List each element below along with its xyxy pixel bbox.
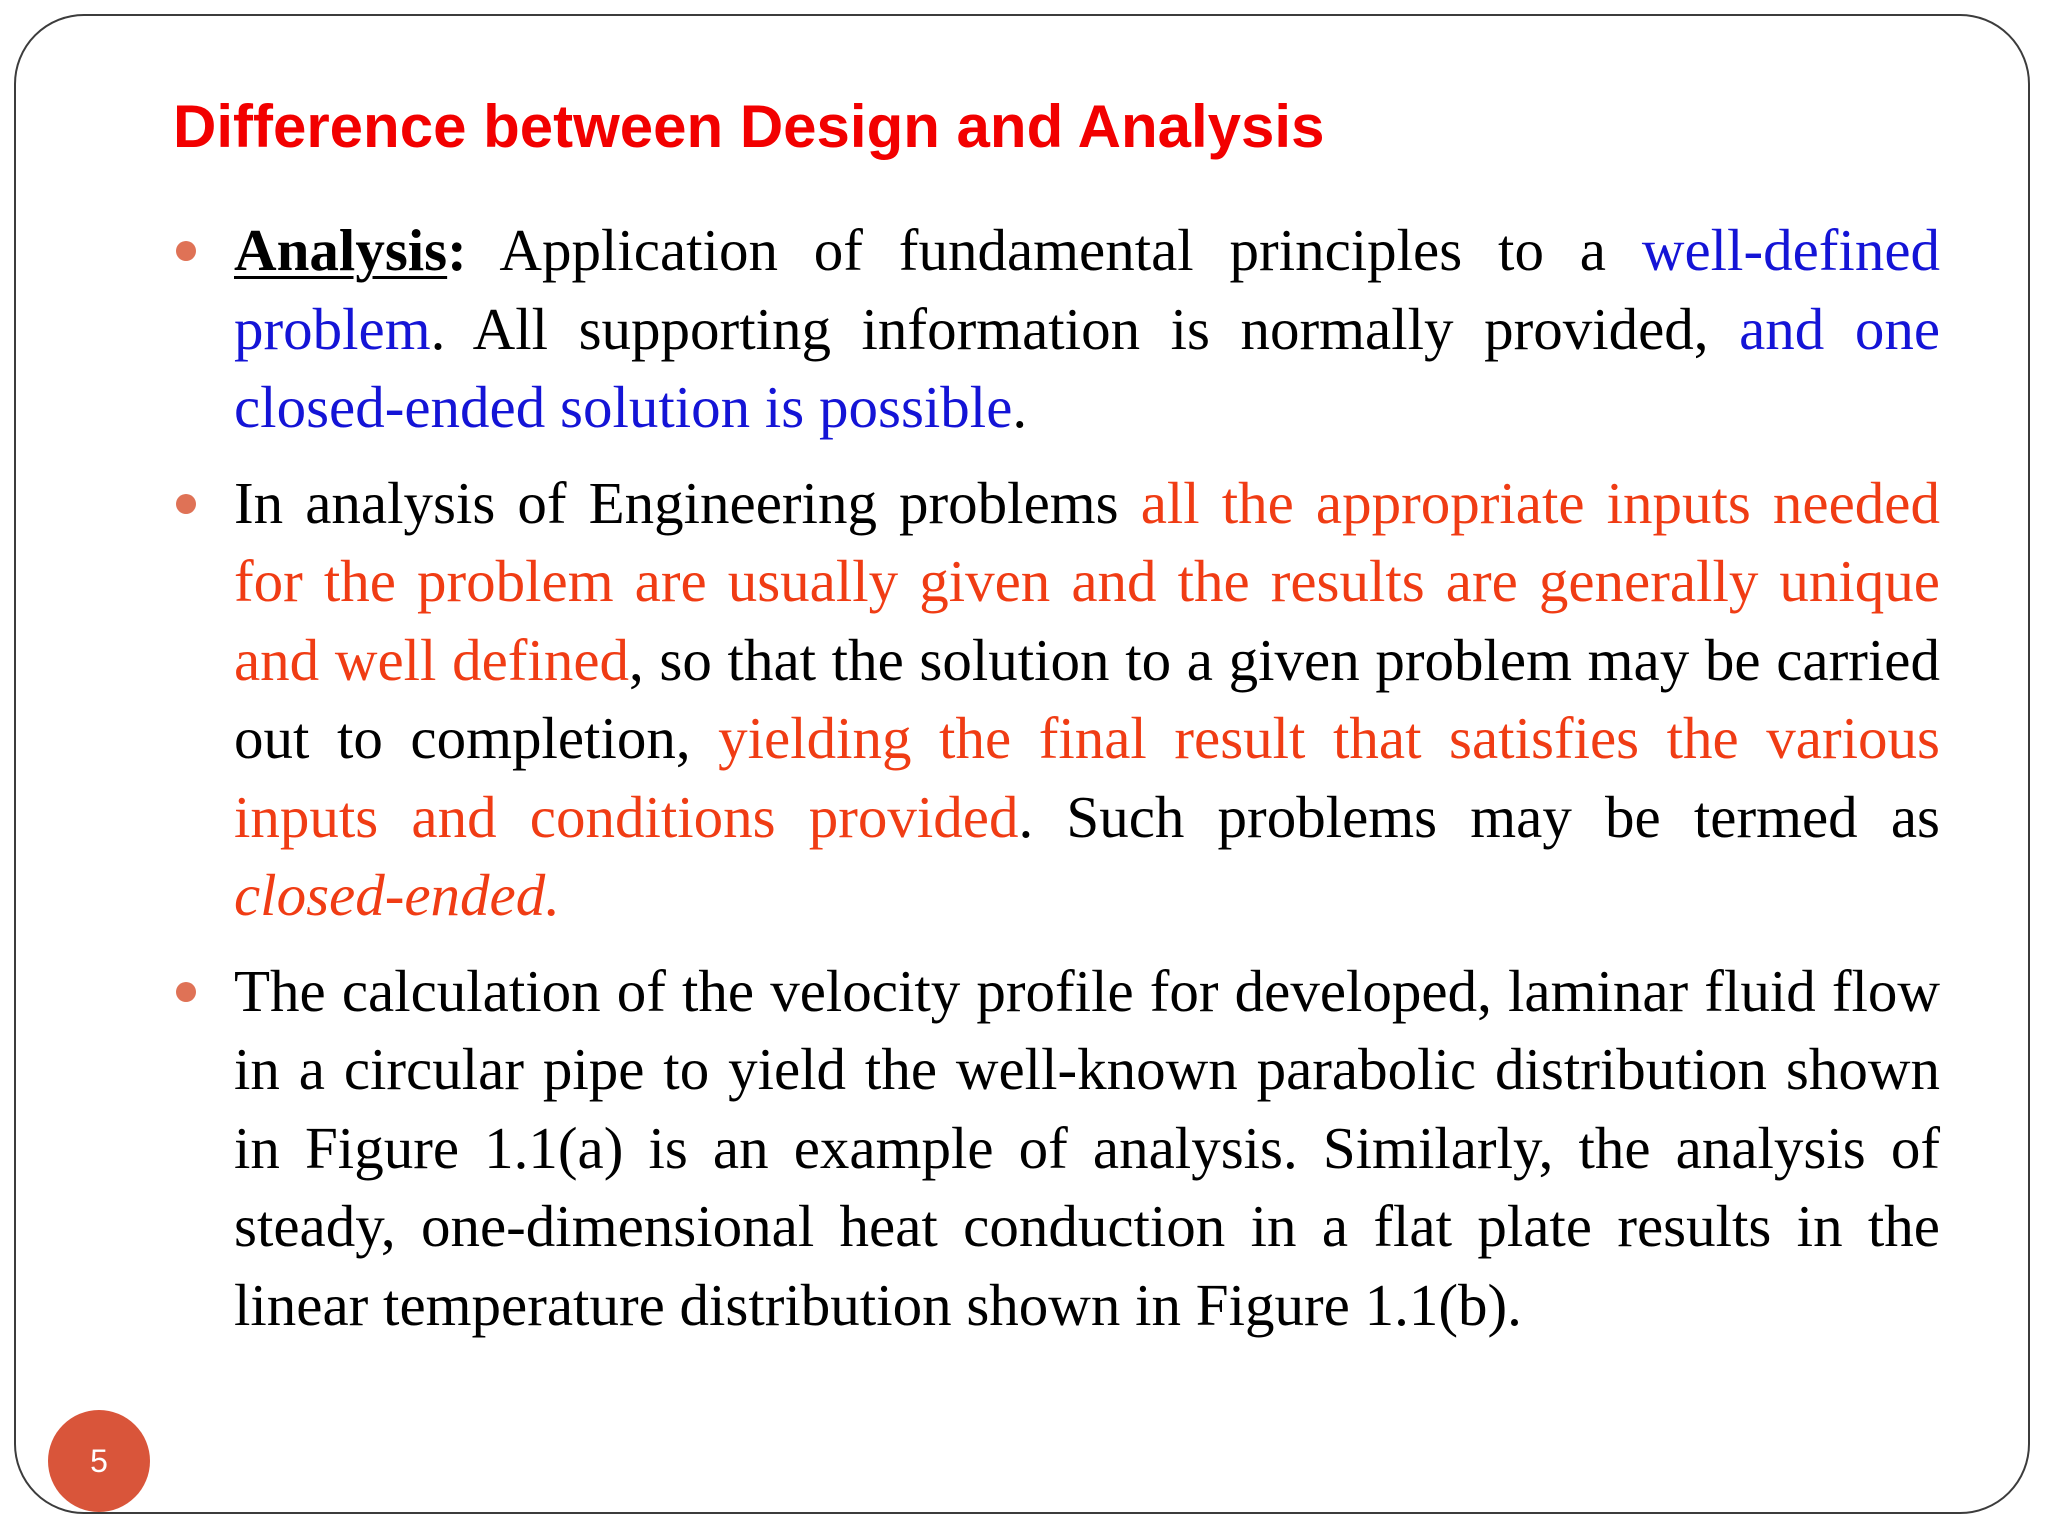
bullet-analysis-example [234,952,1940,1345]
red-emphasis-text: yielding the final result that satisfies the various inputs and conditions provided [234,705,1940,850]
blue-emphasis-text: well-defined problem [234,217,1940,362]
red-emphasis-text: all the appropriate inputs needed for the problem are usually given and the results are generally unique and well defined [234,469,1940,693]
slide-frame [14,14,2030,1514]
bullet-list [234,211,1940,1361]
bullet-text: . Such problems may be termed as [1018,783,1940,850]
bullet-dot-icon [176,494,196,514]
bullet-text: , so that the solution to a given problem may be carried out to completion, [234,626,1940,771]
bullet-analysis-definition [234,211,1940,447]
bullet-text: . All supporting information is normally provided, [430,295,1740,362]
term-analysis: Analysis [234,217,448,283]
blue-emphasis-text: and one closed-ended solution is possible [234,295,1941,440]
bullet-dot-icon [176,241,196,261]
bullet-engineering-analysis [234,464,1940,935]
bullet-text: The calculation of the velocity profile for developed, laminar fluid flow in a circular pipe to yield the well-known parabolic distribution shown in Figure 1.1(a) is an example of analysis. Similarly, the analysis of steady, one-dimensional heat conduction in a flat plate results in the linear temperature distribution shown in Figure 1.1(b). [234,957,1940,1338]
bullet-text: Application of fundamental principles to a [466,217,1642,283]
page-number-badge: 5 [48,1410,150,1512]
red-italic-term: closed-ended. [234,862,560,928]
bullet-dot-icon [176,982,196,1002]
slide-title: Difference between Design and Analysis [173,93,1325,160]
bullet-text: In analysis of Engineering problems [234,469,1141,536]
bullet-text: . [1012,374,1028,440]
term-colon: : [447,217,467,283]
